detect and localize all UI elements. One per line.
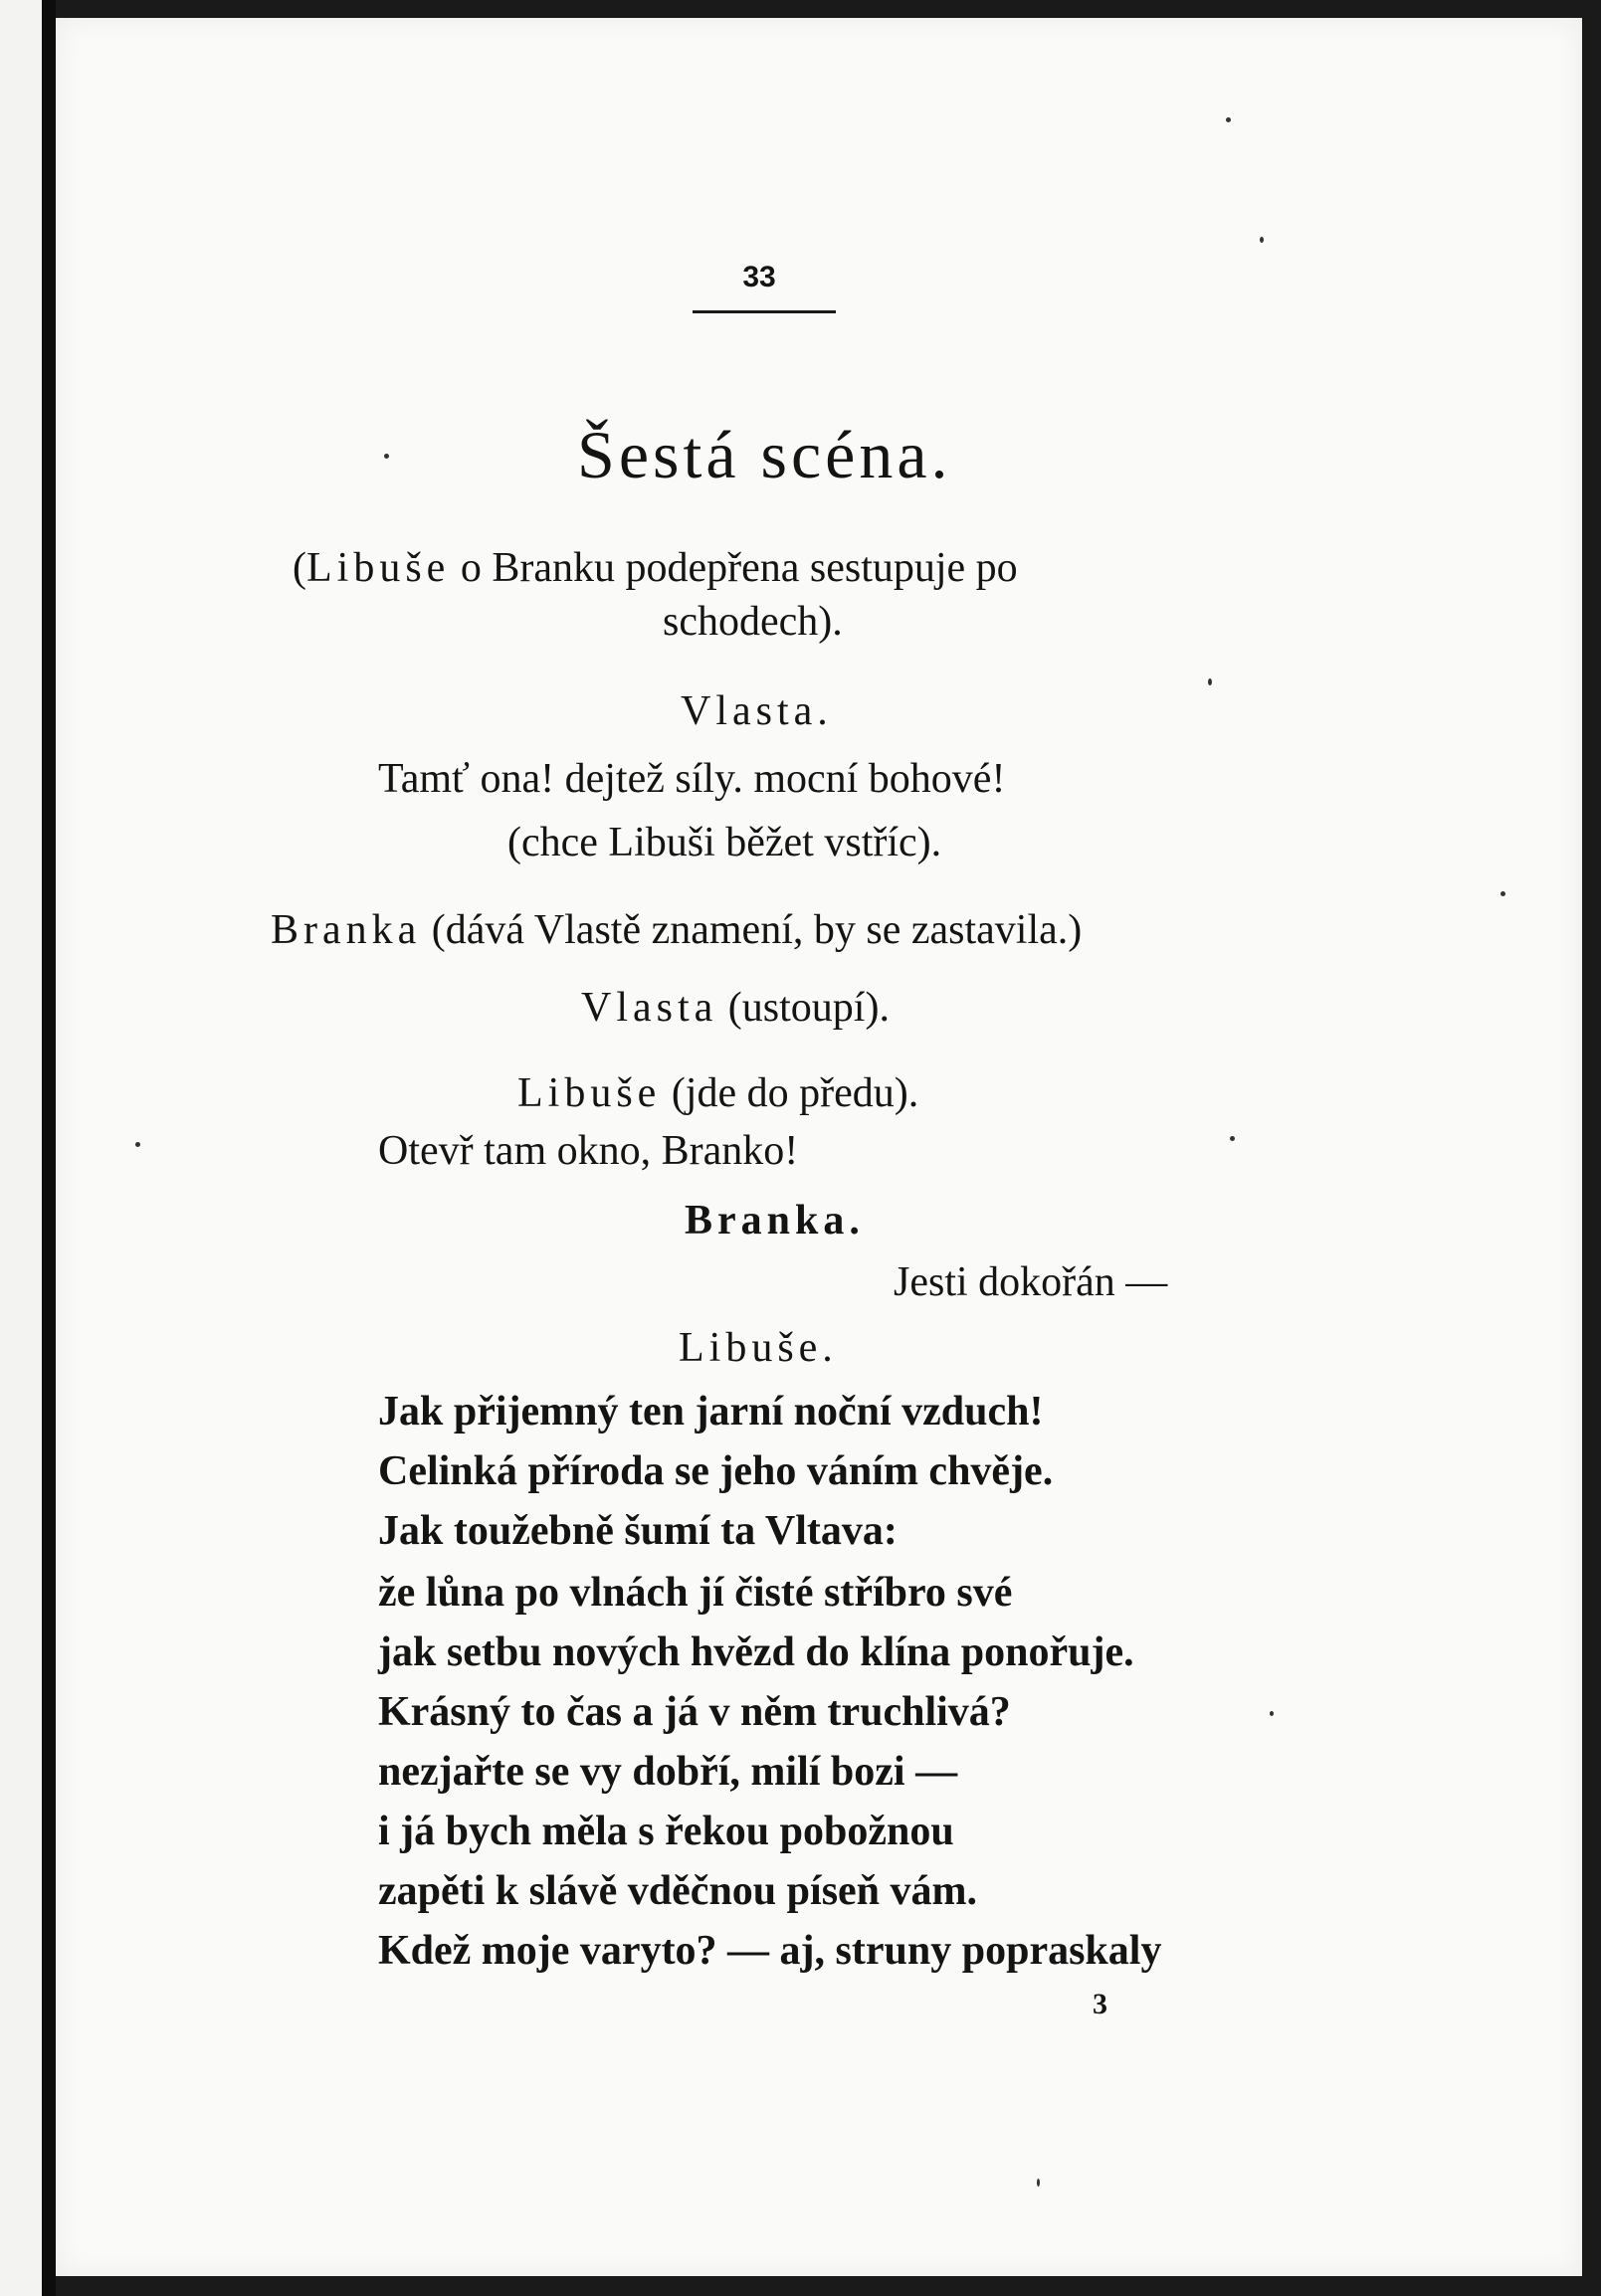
scan-speck [1037,2179,1040,2187]
scan-speck [1501,891,1505,896]
vlasta2-direction-line [581,987,890,1029]
verse-line: Jak toužebně šumí ta Vltava: [378,1508,898,1554]
verse-line: nezjařte se vy dobří, milí bozi — [378,1749,958,1795]
scan-speck [1208,678,1212,685]
vlasta2-direction: (ustoupí). [717,985,890,1031]
branka-direction: (dává Vlastě znamení, by se zastavila.) [421,907,1083,953]
verse-line: Krásný to čas a já v něm truchlivá? [378,1689,1011,1735]
stage-direction-line-2: schodech). [663,599,843,645]
libuse-verse: Otevř tam okno, Branko! [378,1128,799,1174]
verse-line: Jak přijemný ten jarní noční vzduch! [378,1389,1044,1435]
branka-direction-line [271,909,1082,951]
scan-speck [1230,1136,1235,1141]
vlasta-verse: Tamť ona! dejtež síly. mocní bohové! [378,756,1006,802]
speaker-libuse: Libuše [517,1070,662,1116]
vlasta-direction: (chce Libuši běžet vstříc). [507,820,942,865]
stage-direction-text: o Branku podepřena sestupuje po [450,545,1018,591]
libuse-direction: (jde do předu). [661,1070,919,1116]
speaker-branka: Branka [271,907,422,953]
stage-direction-speaker: Libuše [306,545,451,591]
verse-line: Celinká příroda se jeho váním chvěje. [378,1448,1054,1494]
verse-line: jak setbu nových hvězd do klína ponořuje. [378,1629,1134,1675]
speaker-libuse-2: Libuše. [679,1325,838,1371]
book-gutter-shadow [42,0,56,2296]
libuse-direction-line [517,1072,918,1114]
scan-speck [1260,237,1264,243]
speaker-vlasta-2: Vlasta [581,985,718,1031]
verse-line: zapěti k slávě vděčnou píseň vám. [378,1868,978,1914]
verse-line: že lůna po vlnách jí čisté stříbro své [378,1570,1013,1616]
speaker-vlasta: Vlasta. [681,688,833,734]
scan-speck [384,454,389,459]
page-number: 33 [742,261,776,293]
scan-speck [1270,1711,1274,1716]
scan-speck [1226,117,1231,122]
stage-direction-line-1: (Libuše o Branku podepřena sestupuje po [293,545,1018,591]
verse-line: Kdež moje varyto? — aj, struny popraskaly [378,1928,1162,1974]
verse-line: i já bych měla s řekou pobožnou [378,1809,954,1854]
branka-verse: Jesti dokořán — [894,1259,1168,1305]
page-number-rule [693,310,836,313]
scene-title: Šestá scéna. [577,417,952,492]
speaker-branka-2: Branka. [685,1198,865,1244]
scan-speck [135,1142,140,1147]
signature-mark: 3 [1093,1988,1107,2020]
